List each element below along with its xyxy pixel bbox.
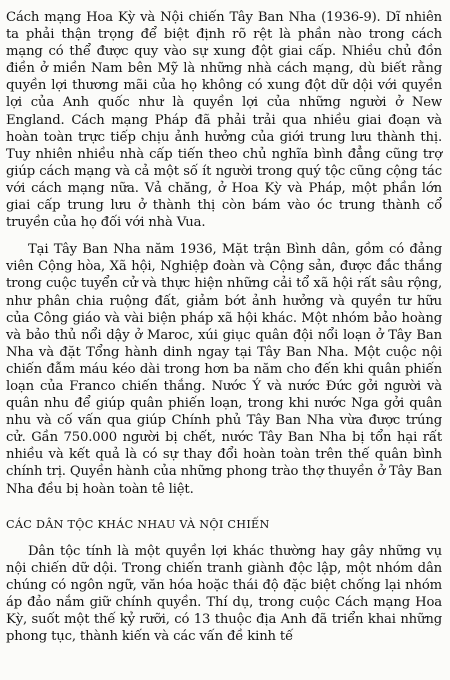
paragraph-nationalism: Dân tộc tính là một quyền lợi khác thường hay gây những vụ nội chiến dữ dội. Trong chiến tranh giành độc lập, một nhóm dân chúng có ngôn ngữ, văn hóa hoặc thái độ đặc biệt chống lại nhóm áp đảo nắm giữ chính quyền. Thí dụ, trong cuộc Cách mạng Hoa Kỳ, suốt một thế kỷ rưỡi, có 13 thuộc địa Anh đã triển khai những phong tục, thành kiến và các vấn đề kinh tế [6,543,442,645]
paragraph-revolutions: Cách mạng Hoa Kỳ và Nội chiến Tây Ban Nha (1936-9). Dĩ nhiên ta phải thận trọng để biệt định rõ rệt là phần nào trong cách mạng có thể được quy vào sự xung đột giai cấp. Nhiều chủ đồn điền ở miền Nam bên Mỹ là những nhà cách mạng, dù biết rằng quyền lợi thương mãi của họ không có xung đột dữ dội với quyền lợi của Anh quốc như là quyền lợi của những người ở New England. Cách mạng Pháp đã phải trải qua nhiều giai đoạn và hoàn toàn trực tiếp chịu ảnh hưởng của giới trung lưu thành thị. Tuy nhiên nhiều nhà cấp tiến theo chủ nghĩa bình đẳng cũng trợ giúp cách mạng và cả một số ít người trong quý tộc cũng cộng tác với cách mạng nữa. Vả chăng, ở Hoa Kỳ và Pháp, một phần lớn giai cấp trung lưu ở thành thị còn bám vào óc trung thành cổ truyền của họ đối với nhà Vua. [6,10,442,231]
paragraph-spanish-civil-war: Tại Tây Ban Nha năm 1936, Mặt trận Bình dân, gồm có đảng viên Cộng hòa, Xã hội, Nghiệp đoàn và Cộng sản, được đắc thắng trong cuộc tuyển cử và thực hiện những cải tổ xã hội rất sâu rộng, như phân chia ruộng đất, giảm bớt ảnh hưởng và quyền tư hữu của Công giáo và vài biện pháp xã hội khác. Một nhóm bảo hoàng và bảo thủ nổi dậy ở Maroc, xúi giục quân đội nổi loạn ở Tây Ban Nha và đặt Tổng hành dinh ngay tại Tây Ban Nha. Một cuộc nội chiến đẫm máu kéo dài trong hơn ba năm cho đến khi quân phiến loạn của Franco chiến thắng. Nước Ý và nước Đức gởi người và quân nhu để giúp quân phiến loạn, trong khi nước Nga gởi quân nhu và cố vấn qua giúp Chính phủ Tây Ban Nha vừa được trúng cử. Gần 750.000 người bị chết, nước Tây Ban Nha bị tổn hại rất nhiều và kết quả là có sự thay đổi hoàn toàn trên thế quân bình chính trị. Quyền hành của những phong trào thợ thuyền ở Tây Ban Nha đều bị hoàn toàn tê liệt. [6,242,442,497]
section-heading: CÁC DÂN TỘC KHÁC NHAU VÀ NỘI CHIẾN [6,517,270,531]
